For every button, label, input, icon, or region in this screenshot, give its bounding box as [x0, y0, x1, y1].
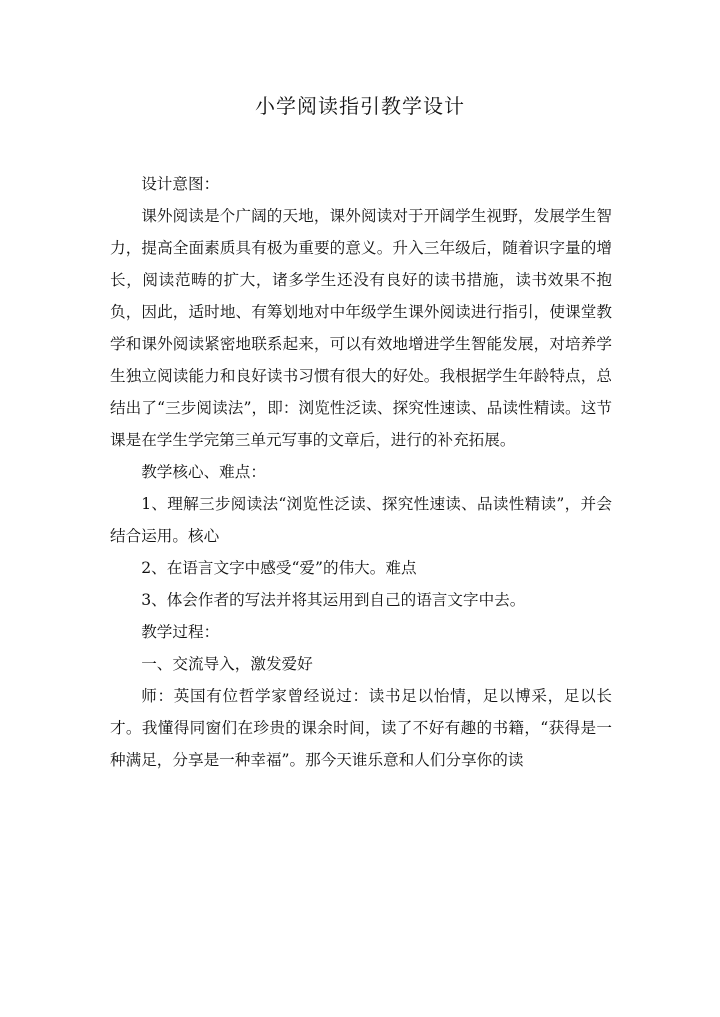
- list-item-1: 1、理解三步阅读法“浏览性泛读、探究性速读、品读性精读”，并会结合运用。核心: [110, 495, 612, 545]
- section-label-design-intent: 设计意图：: [141, 175, 220, 193]
- section-label-process: 教学过程：: [141, 623, 220, 641]
- paragraph-design-intent: 课外阅读是个广阔的天地，课外阅读对于开阔学生视野，发展学生智力，提高全面素质具有极为重要的意义。升入三年级后，随着识字量的增长，阅读范畴的扩大，诸多学生还没有良好的读书措施，读书效果不抱负，因此，适时地、有筹划地对中年级学生课外阅读进行指引，使课堂教学和课外阅读紧密地联系起来，可以有效地增进学生智能发展，对培养学生独立阅读能力和良好读书习惯有很大的好处。我根据学生年龄特点，总结出了“三步阅读法”，即：浏览性泛读、探究性速读、品读性精读。这节课是在学生学完第三单元写事的文章后，进行的补充拓展。: [110, 207, 612, 449]
- list-item-3: 3、体会作者的写法并将其运用到自己的语言文字中去。: [141, 591, 526, 609]
- subheading-step-one: 一、交流导入，激发爱好: [141, 655, 313, 673]
- document-body: [110, 168, 612, 776]
- paragraph-teacher-intro: 师：英国有位哲学家曾经说过：读书足以怡情，足以博采，足以长才。我懂得同窗们在珍贵的课余时间，读了不好有趣的书籍，“获得是一种满足，分享是一种幸福”。那今天谁乐意和人们分享你的读: [110, 687, 612, 769]
- list-item-2: 2、在语言文字中感受“爱”的伟大。难点: [141, 559, 417, 577]
- section-label-key-points: 教学核心、难点：: [141, 463, 266, 481]
- document-title: 小学阅读指引教学设计: [255, 94, 465, 118]
